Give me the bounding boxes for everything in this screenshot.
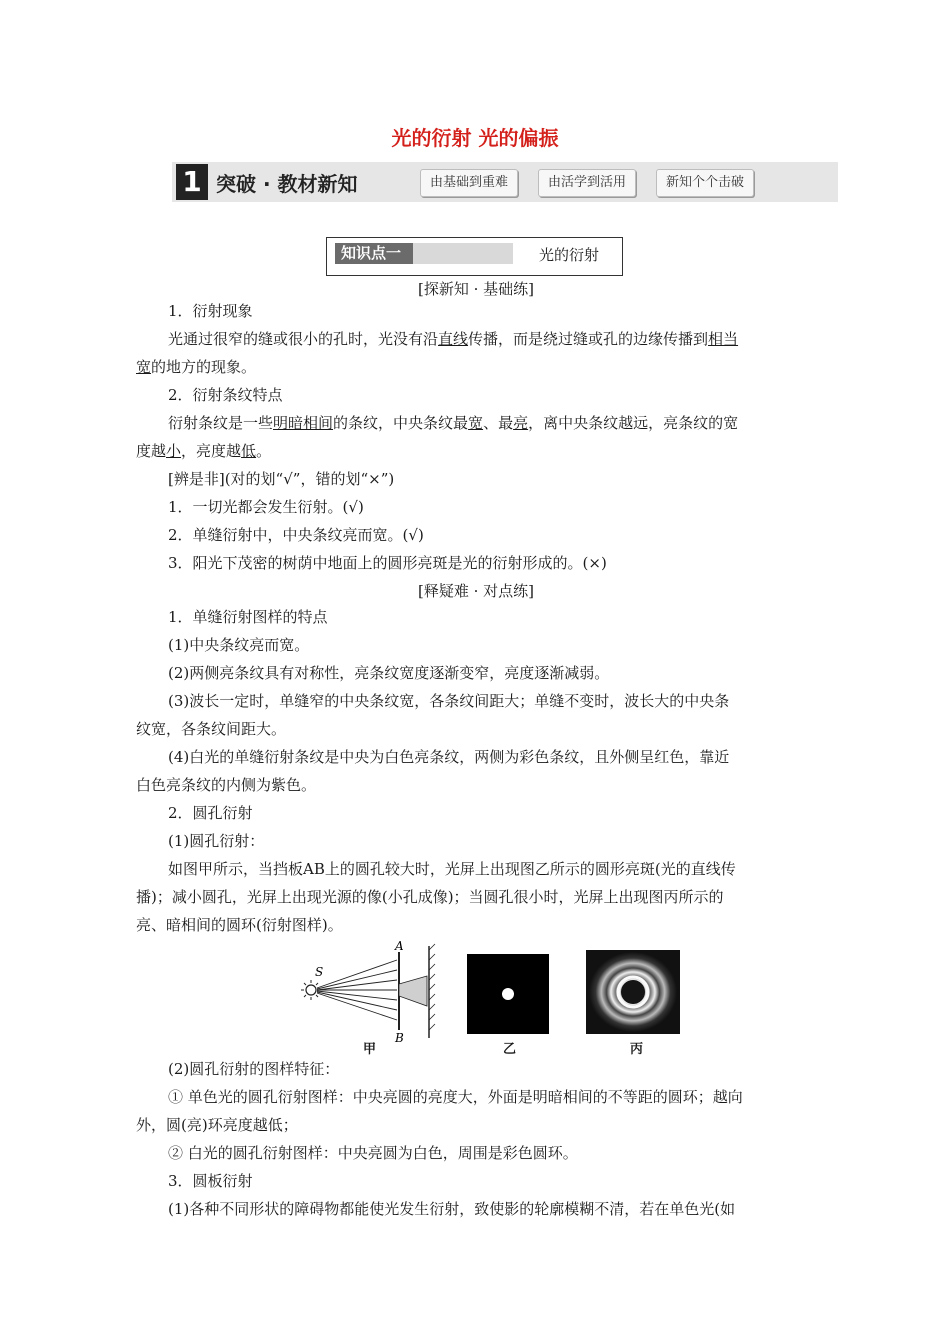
judge-item: 1．一切光都会发生衍射。(√): [168, 498, 364, 516]
paragraph: 衍射条纹是一些明暗相间的条纹，中央条纹最宽、最亮，离中央条纹越远，亮条纹的宽: [168, 414, 739, 432]
section-heading: 2．圆孔衍射: [168, 804, 253, 822]
list-item: (4)白光的单缝衍射条纹是中央为白色亮条纹，两侧为彩色条纹，且外侧呈红色，靠近: [168, 748, 730, 766]
judge-heading: [辨是非](对的划“√”，错的划“×”): [168, 470, 395, 488]
section-heading: 1．单缝衍射图样的特点: [168, 608, 328, 626]
list-item: (2)两侧亮条纹具有对称性，亮条纹宽度逐渐变窄，亮度逐渐减弱。: [168, 664, 610, 682]
subheading-clarify: [释疑难 · 对点练]: [417, 582, 534, 600]
list-item: (1)中央条纹亮而宽。: [168, 636, 310, 654]
label-s: S: [315, 965, 324, 979]
label-a: A: [395, 939, 404, 953]
knowledge-point-label: 知识点一: [335, 243, 413, 264]
paragraph: 亮、暗相间的圆环(衍射图样)。: [136, 916, 343, 934]
basic-to-hard-button[interactable]: 由基础到重难: [420, 169, 518, 197]
paragraph: 播)；减小圆孔，光屏上出现光源的像(小孔成像)；当圆孔很小时，光屏上出现图丙所示的: [136, 888, 724, 906]
label-b: B: [395, 1031, 404, 1045]
knowledge-point-tag: [335, 243, 513, 264]
section-heading: 2．衍射条纹特点: [168, 386, 283, 404]
subsection-heading: (1)圆孔衍射：: [168, 832, 265, 850]
section-heading: 1．衍射现象: [168, 302, 253, 320]
caption-bing: 丙: [630, 1042, 644, 1057]
judge-item: 2．单缝衍射中，中央条纹亮而宽。(√): [168, 526, 424, 544]
page-title: 光的衍射 光的偏振: [391, 126, 559, 150]
learn-to-apply-button[interactable]: 由活学到活用: [538, 169, 636, 197]
break-through-button[interactable]: 新知个个击破: [656, 169, 754, 197]
caption-yi: 乙: [503, 1042, 517, 1057]
section-heading: 3．圆板衍射: [168, 1172, 253, 1190]
list-item: ② 白光的圆孔衍射图样：中央亮圆为白色，周围是彩色圆环。: [168, 1144, 578, 1162]
paragraph: 光通过很窄的缝或很小的孔时，光没有沿直线传播，而是绕过缝或孔的边缘传播到相当: [168, 330, 739, 348]
knowledge-point-box: [326, 237, 623, 276]
list-item: 白色亮条纹的内侧为紫色。: [136, 776, 317, 794]
paragraph: 如图甲所示，当挡板AB上的圆孔较大时，光屏上出现图乙所示的圆形亮斑(光的直线传: [168, 860, 736, 878]
list-item: ① 单色光的圆孔衍射图样：中央亮圆的亮度大，外面是明暗相间的不等距的圆环；越向: [168, 1088, 743, 1106]
paragraph: 度越小，亮度越低。: [136, 442, 272, 460]
section-number: 1: [176, 164, 208, 200]
subheading-explore: [探新知 · 基础练]: [417, 280, 534, 298]
list-item: 纹宽，各条纹间距大。: [136, 720, 287, 738]
judge-item: 3．阳光下茂密的树荫中地面上的圆形亮斑是光的衍射形成的。(×): [168, 554, 607, 572]
section-banner: [172, 162, 838, 202]
paragraph: 宽的地方的现象。: [136, 358, 257, 376]
diffraction-figure: [295, 938, 715, 1056]
section-title: 突破 · 教材新知: [216, 172, 358, 196]
list-item: (3)波长一定时，单缝窄的中央条纹宽，各条纹间距大；单缝不变时，波长大的中央条: [168, 692, 730, 710]
knowledge-point-name: 光的衍射: [539, 246, 600, 264]
caption-jia: 甲: [363, 1042, 377, 1057]
list-item: 外，圆(亮)环亮度越低；: [136, 1116, 298, 1134]
subsection-heading: (2)圆孔衍射的图样特征：: [168, 1060, 340, 1078]
paragraph: (1)各种不同形状的障碍物都能使光发生衍射，致使影的轮廓模糊不清，若在单色光(如: [168, 1200, 736, 1218]
